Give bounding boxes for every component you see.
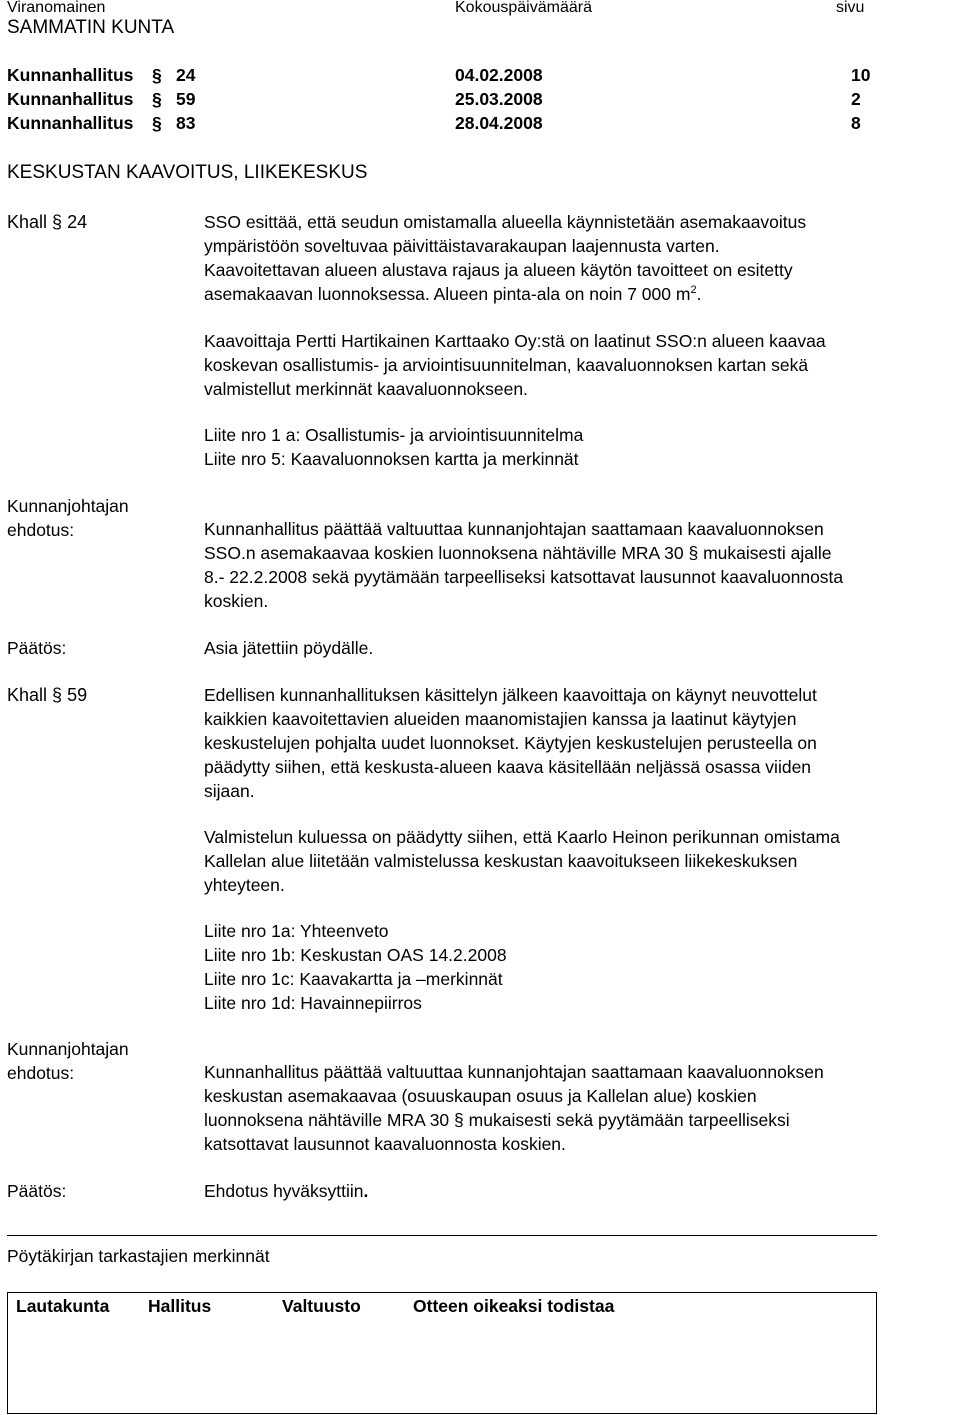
attachment-line: Liite nro 1c: Kaavakartta ja –merkinnät — [204, 969, 503, 989]
attachment-line: Liite nro 1a: Yhteenveto — [204, 921, 389, 941]
section-symbol: § — [152, 113, 162, 133]
meeting-date: 28.04.2008 — [455, 113, 543, 133]
khall24-proposal-label — [7, 494, 129, 542]
sig-col-valtuusto: Valtuusto — [282, 1296, 361, 1316]
text-line: Kallelan alue liitetään valmistelussa keskustan kaavoitukseen liikekeskuksen — [204, 851, 798, 871]
khall24-paragraph-2 — [204, 329, 944, 401]
text-line: Kunnanhallitus päättää valtuuttaa kunnanjohtajan saattamaan kaavaluonnoksen — [204, 1062, 824, 1082]
khall24-label-text: Khall — [7, 212, 48, 232]
khall24-decision-label: Päätös: — [7, 638, 67, 658]
attachment-line: Liite nro 5: Kaavaluonnoksen kartta ja merkinnät — [204, 449, 579, 469]
text-line: 8.- 22.2.2008 sekä pyytämään tarpeelliseksi katsottavat lausunnot kaavaluonnosta — [204, 567, 844, 587]
khall59-label-num: 59 — [67, 685, 88, 705]
header-page-label: sivu — [836, 0, 865, 16]
header-date-label: Kokouspäivämäärä — [455, 0, 592, 16]
section-symbol: § — [52, 212, 63, 232]
meeting-body: Kunnanhallitus — [7, 89, 134, 109]
text-line: yhteyteen. — [204, 875, 285, 895]
attachment-line: Liite nro 1 a: Osallistumis- ja arviointisuunnitelma — [204, 425, 584, 445]
meeting-number: 24 — [176, 65, 196, 85]
review-label: Pöytäkirjan tarkastajien merkinnät — [7, 1246, 270, 1266]
text-segment: SSO.n asemakaavaa koskien luonnoksena nähtäville MRA 30 — [204, 543, 684, 563]
section-symbol: § — [152, 89, 162, 109]
text-line: Kaavoittaja Pertti Hartikainen Karttaako Oy:stä on laatinut SSO:n alueen kaavaa — [204, 331, 826, 351]
attachment-line: Liite nro 1b: Keskustan OAS 14.2.2008 — [204, 945, 507, 965]
meeting-body: Kunnanhallitus — [7, 113, 134, 133]
text-line — [204, 1108, 944, 1132]
label-line: Kunnanjohtajan — [7, 1039, 129, 1059]
signature-table — [7, 1292, 877, 1414]
text-line: katsottavat lausunnot kaavaluonnosta koskien. — [204, 1134, 566, 1154]
text-line: päädytty siihen, että keskusta-alueen kaava käsitellään neljässä osassa viiden — [204, 757, 812, 777]
text-line: Kunnanhallitus päättää valtuuttaa kunnanjohtajan saattamaan kaavaluonnoksen — [204, 519, 824, 539]
text-line: Edellisen kunnanhallituksen käsittelyn jälkeen kaavoittaja on käynyt neuvottelut — [204, 685, 817, 705]
khall24-decision: Asia jätettiin pöydälle. — [204, 638, 374, 658]
sig-col-hallitus: Hallitus — [148, 1296, 212, 1316]
meeting-body: Kunnanhallitus — [7, 65, 134, 85]
khall59-label-text: Khall — [7, 685, 48, 705]
text-line: koskien. — [204, 591, 269, 611]
khall24-label-num: 24 — [67, 212, 88, 232]
section-symbol: § — [52, 685, 63, 705]
text-line — [204, 541, 944, 565]
khall24-label — [7, 210, 87, 234]
superscript: 2 — [690, 284, 697, 297]
meeting-date: 25.03.2008 — [455, 89, 543, 109]
footer-divider — [7, 1235, 877, 1236]
meeting-number: 83 — [176, 113, 196, 133]
text-segment: . — [363, 1181, 369, 1201]
khall59-paragraph-2 — [204, 825, 944, 897]
meeting-page: 8 — [851, 113, 861, 133]
section-symbol: § — [152, 65, 162, 85]
document-title: KESKUSTAN KAAVOITUS, LIIKEKESKUS — [7, 162, 368, 183]
text-line: sijaan. — [204, 781, 255, 801]
khall59-label — [7, 683, 87, 707]
sig-col-lautakunta: Lautakunta — [16, 1296, 110, 1316]
label-line: ehdotus: — [7, 1063, 75, 1083]
meeting-date: 04.02.2008 — [455, 65, 543, 85]
khall59-paragraph-1 — [204, 683, 944, 803]
section-symbol: § — [688, 543, 699, 563]
text-line: keskustelujen pohjalta uudet luonnokset. Käytyjen keskustelujen perusteella on — [204, 733, 817, 753]
khall24-paragraph-1 — [204, 210, 944, 306]
khall59-proposal-label — [7, 1037, 129, 1085]
khall59-attachments — [204, 919, 944, 1015]
khall24-proposal — [204, 517, 944, 613]
text-line: SSO esittää, että seudun omistamalla alueella käynnistetään asemakaavoitus — [204, 212, 807, 232]
text-segment: mukaisesti sekä pyytämään tarpeelliseksi — [468, 1110, 790, 1130]
meeting-page: 10 — [851, 65, 871, 85]
text-line: keskustan asemakaavaa (osuuskaupan osuus ja Kallelan alue) koskien — [204, 1086, 757, 1106]
text-line: Kaavoitettavan alueen alustava rajaus ja alueen käytön tavoitteet on esitetty — [204, 260, 793, 280]
sig-col-otteen: Otteen oikeaksi todistaa — [413, 1296, 615, 1316]
header-authority: SAMMATIN KUNTA — [7, 17, 175, 38]
text-line: valmistellut merkinnät kaavaluonnokseen. — [204, 379, 528, 399]
label-line: Kunnanjohtajan — [7, 496, 129, 516]
text-segment: asemakaavan luonnoksessa. Alueen pinta-ala on noin 7 000 m — [204, 284, 691, 304]
meeting-page: 2 — [851, 89, 861, 109]
label-line: ehdotus: — [7, 520, 75, 540]
header-authority-label: Viranomainen — [7, 0, 106, 16]
text-segment: Ehdotus hyväksyttiin — [204, 1181, 364, 1201]
text-segment: luonnoksena nähtäville MRA 30 — [204, 1110, 450, 1130]
attachment-line: Liite nro 1d: Havainnepiirros — [204, 993, 422, 1013]
text-line: ympäristöön soveltuvaa päivittäistavarakaupan laajennusta varten. — [204, 236, 720, 256]
text-line: Valmistelun kuluessa on päädytty siihen, että Kaarlo Heinon perikunnan omistama — [204, 827, 840, 847]
khall59-decision-label: Päätös: — [7, 1181, 67, 1201]
text-line: koskevan osallistumis- ja arviointisuunnitelman, kaavaluonnoksen kartan sekä — [204, 355, 809, 375]
text-line: kaikkien kaavoitettavien alueiden maanomistajien kanssa ja laatinut käytyjen — [204, 709, 797, 729]
text-segment: mukaisesti ajalle — [703, 543, 832, 563]
khall59-proposal — [204, 1060, 944, 1156]
khall24-attachments — [204, 423, 944, 471]
khall59-decision — [204, 1179, 944, 1203]
section-symbol: § — [454, 1110, 464, 1130]
text-line — [204, 282, 944, 306]
meeting-number: 59 — [176, 89, 196, 109]
text-segment: . — [696, 284, 702, 304]
